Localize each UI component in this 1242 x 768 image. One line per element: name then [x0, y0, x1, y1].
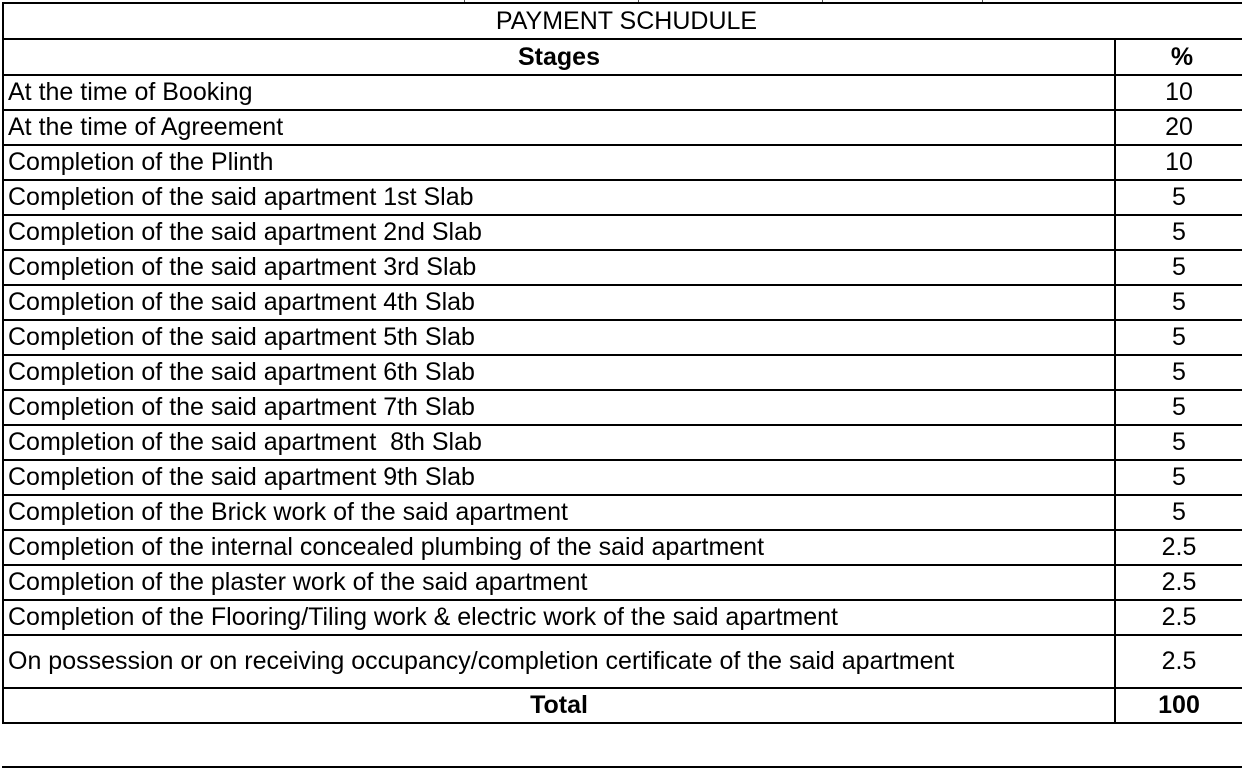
percent-cell: 2.5 — [1115, 565, 1242, 600]
stage-cell: Completion of the said apartment 6th Slab — [3, 355, 1115, 390]
stage-cell: Completion of the Plinth — [3, 145, 1115, 180]
title-row — [3, 3, 1242, 39]
percent-cell: 10 — [1115, 145, 1242, 180]
table-title: PAYMENT SCHUDULE — [3, 3, 1242, 39]
percent-cell: 5 — [1115, 390, 1242, 425]
table-row — [3, 180, 1242, 215]
percent-cell: 20 — [1115, 110, 1242, 145]
percent-header: % — [1115, 39, 1242, 75]
table-row — [3, 530, 1242, 565]
percent-cell: 5 — [1115, 320, 1242, 355]
stage-cell: Completion of the said apartment 3rd Slab — [3, 250, 1115, 285]
stage-cell: Completion of the internal concealed plumbing of the said apartment — [3, 530, 1115, 565]
table-row — [3, 565, 1242, 600]
table-row — [3, 110, 1242, 145]
percent-cell: 5 — [1115, 250, 1242, 285]
percent-cell: 5 — [1115, 460, 1242, 495]
stage-cell: Completion of the said apartment 5th Slab — [3, 320, 1115, 355]
percent-cell: 5 — [1115, 285, 1242, 320]
payment-schedule-table — [2, 2, 1242, 724]
stage-cell: At the time of Booking — [3, 75, 1115, 110]
table-row — [3, 600, 1242, 635]
percent-cell: 5 — [1115, 355, 1242, 390]
percent-cell: 10 — [1115, 75, 1242, 110]
percent-cell: 5 — [1115, 495, 1242, 530]
table-row — [3, 250, 1242, 285]
table-row — [3, 75, 1242, 110]
stage-cell: Completion of the Flooring/Tiling work & electric work of the said apartment — [3, 600, 1115, 635]
table-row — [3, 635, 1242, 688]
percent-cell: 2.5 — [1115, 530, 1242, 565]
table-row — [3, 495, 1242, 530]
stage-cell: At the time of Agreement — [3, 110, 1115, 145]
table-row — [3, 425, 1242, 460]
total-row — [3, 688, 1242, 723]
stage-cell: Completion of the said apartment 9th Slab — [3, 460, 1115, 495]
percent-cell: 5 — [1115, 180, 1242, 215]
table-row — [3, 215, 1242, 250]
percent-cell: 5 — [1115, 215, 1242, 250]
table-row — [3, 145, 1242, 180]
stage-cell: Completion of the said apartment 1st Slab — [3, 180, 1115, 215]
percent-cell: 2.5 — [1115, 600, 1242, 635]
table-row — [3, 355, 1242, 390]
total-label: Total — [3, 688, 1115, 723]
stage-cell: Completion of the plaster work of the said apartment — [3, 565, 1115, 600]
table-row — [3, 390, 1242, 425]
stage-cell: Completion of the said apartment 8th Slab — [3, 425, 1115, 460]
table-row — [3, 320, 1242, 355]
percent-cell: 2.5 — [1115, 635, 1242, 688]
table-row — [3, 285, 1242, 320]
header-row — [3, 39, 1242, 75]
stage-cell: Completion of the said apartment 4th Slab — [3, 285, 1115, 320]
table-row — [3, 460, 1242, 495]
stages-header: Stages — [3, 39, 1115, 75]
stage-cell: Completion of the Brick work of the said apartment — [3, 495, 1115, 530]
stage-cell: Completion of the said apartment 2nd Slab — [3, 215, 1115, 250]
stage-cell: Completion of the said apartment 7th Slab — [3, 390, 1115, 425]
stage-cell: On possession or on receiving occupancy/completion certificate of the said apartment — [3, 635, 1115, 688]
percent-cell: 5 — [1115, 425, 1242, 460]
total-percent: 100 — [1115, 688, 1242, 723]
